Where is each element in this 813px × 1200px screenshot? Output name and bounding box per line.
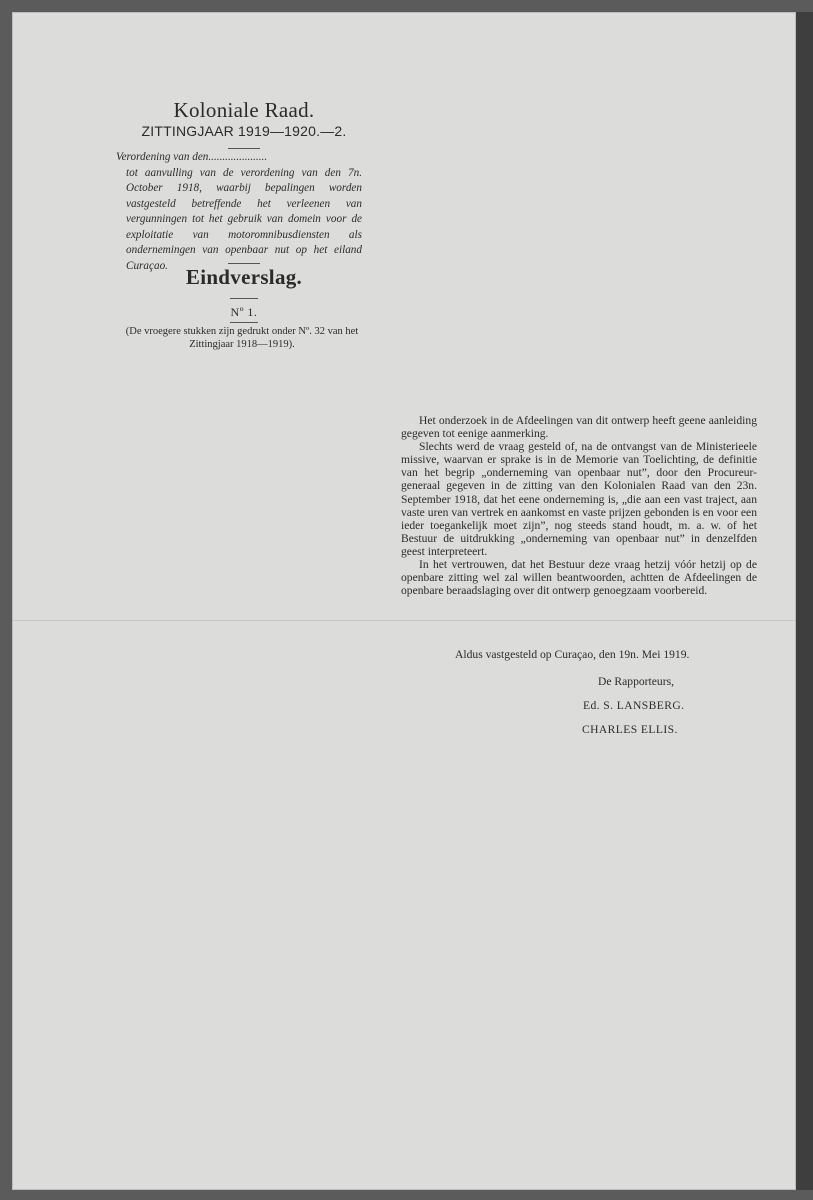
council-title: Koloniale Raad. [173, 98, 315, 122]
divider [230, 322, 258, 323]
divider [228, 263, 260, 264]
fold-line [12, 620, 796, 621]
paragraph: Slechts werd de vraag gesteld of, na de ontvangst van de Ministerieele missive, waarvan er sprake is in de Memorie van Toelichting, de definitie van het begrip „onderneming van openbaar nut”, door den Procureur-generaal gegeven in de zitting van den Kolonialen Raad van den 23n. September 1918, dat het eene onderneming is, „die aan een vast traject, aan vaste uren van vertrek en aankomst en vaste prijzen gebonden is en voor een ieder toegankelijk moet zijn”, nog steeds stand houdt, m. a. w. of het Bestuur de uitdrukking „onderneming van openbaar nut” in denzelfden geest interpreteert. [401, 440, 757, 558]
session-year: ZITTINGJAAR 1919—1920.—2. [141, 123, 347, 139]
document-number: Nº 1. [230, 305, 258, 319]
section-title: Eindverslag. [185, 265, 303, 289]
page-edge [796, 12, 813, 1190]
report-body [401, 414, 757, 597]
divider [230, 298, 258, 299]
paragraph: Het onderzoek in de Afdeelingen van dit ontwerp heeft geene aanleiding gegeven tot eenige aanmerking. [401, 414, 757, 441]
ordinance-description [116, 150, 362, 274]
rapporteurs-label: De Rapporteurs, [598, 675, 674, 688]
ordinance-text: tot aanvulling van de verordening van den 7n. October 1918, waarbij bepalingen worden vastgesteld betreffende het verleenen van vergunningen tot het gebruik van domein voor de exploitatie van motoromnibusdiensten als ondernemingen van openbaar nut op het eiland Curaçao. [126, 166, 362, 272]
paragraph: In het vertrouwen, dat het Bestuur deze vraag hetzij vóór hetzij op de openbare zitting wel zal willen beantwoorden, achtten de Afdeelingen de openbare beraadslaging over dit ontwerp genoegzaam voorbereid. [401, 558, 757, 598]
signer-name: Ed. S. LANSBERG. [583, 699, 685, 712]
divider [228, 148, 260, 149]
place-date: Aldus vastgesteld op Curaçao, den 19n. Mei 1919. [455, 648, 690, 661]
reference-note: (De vroegere stukken zijn gedrukt onder Nº. 32 van het Zittingjaar 1918—1919). [125, 326, 359, 350]
ordinance-first-line: Verordening van den..................... [116, 151, 268, 163]
signer-name: CHARLES ELLIS. [582, 723, 678, 736]
